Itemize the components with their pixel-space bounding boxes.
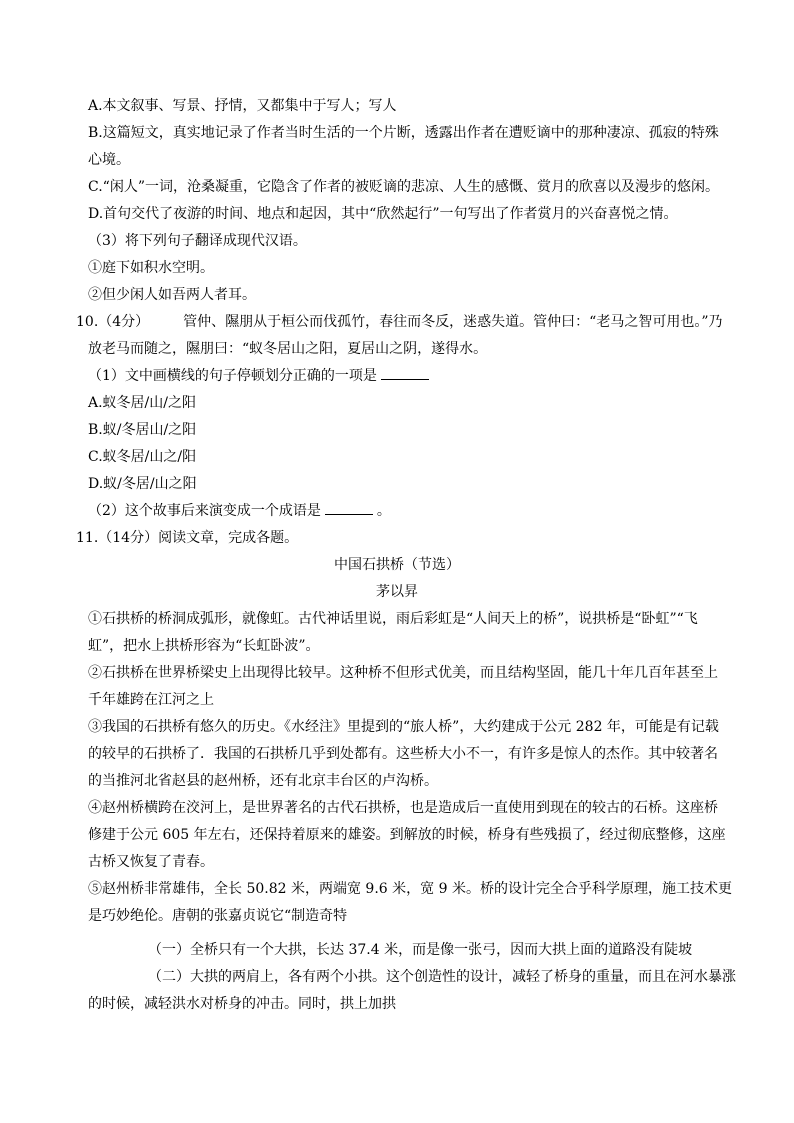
q9-sub3-prompt: （3）将下列句子翻译成现代汉语。	[88, 233, 307, 249]
answer-blank[interactable]	[381, 367, 429, 380]
para3-line2: 的较早的石拱桥了．我国的石拱桥几乎到处都有。这些桥大小不一，有许多是惊人的杰作。其中较著名	[88, 746, 718, 762]
answer-blank[interactable]	[325, 502, 373, 515]
q9-option-b-line2: 心境。	[88, 152, 130, 168]
para3-line1: ③我国的石拱桥有悠久的历史。《水经注》里提到的“旅人桥”，大约建成于公元 282 年，可能是有记载	[88, 719, 719, 735]
para5-line1: ⑤赵州桥非常雄伟，全长 50.82 米，两端宽 9.6 米，宽 9 米。桥的设计完全合乎科学原理，施工技术更	[88, 881, 732, 897]
q9-option-a: A.本文叙事、写景、抒情，又都集中于写人；写人	[88, 98, 397, 114]
q9-option-c: C.“闲人”一词，沧桑凝重，它隐含了作者的被贬谪的悲凉、人生的感慨、赏月的欣喜以及漫步的悠闲。	[88, 179, 719, 195]
q10-sub2-prompt: （2）这个故事后来演变成一个成语是	[88, 503, 321, 519]
q10-sub1	[88, 367, 433, 385]
para5-line2: 是巧妙绝伦。唐朝的张嘉贞说它“制造奇特	[88, 908, 348, 924]
para1-line1: ①石拱桥的桥洞成弧形，就像虹。古代神话里说，雨后彩虹是“人间天上的桥”，说拱桥是“卧虹”“飞	[88, 611, 698, 627]
para4-line2: 修建于公元 605 年左右，还保持着原来的雄姿。到解放的时候，桥身有些残损了，经过彻底整修，这座	[88, 827, 726, 843]
q9-sub3-sentence1: ①庭下如积水空明。	[88, 260, 214, 276]
q10-text-line2: 放老马而随之，隰朋曰：“蚁冬居山之阳，夏居山之阴，遂得水。	[88, 341, 488, 357]
para4-line1: ④赵州桥横跨在洨河上，是世界著名的古代石拱桥，也是造成后一直使用到现在的较古的石桥。这座桥	[88, 800, 718, 816]
para7-line1: （二）大拱的两肩上，各有两个小拱。这个创造性的设计，减轻了桥身的重量，而且在河水暴涨	[148, 969, 736, 985]
q10-number: 10.（4分）	[76, 314, 150, 330]
q10-text-line1: 管仲、隰朋从于桓公而伐孤竹，春往而冬反，迷惑失道。管仲曰：“老马之智可用也。”乃	[183, 314, 723, 330]
para6-line1: （一）全桥只有一个大拱，长达 37.4 米，而是像一张弓，因而大拱上面的道路没有陡坡	[148, 942, 693, 958]
q10-option-d: D.蚁/冬居/山之阳	[88, 476, 197, 492]
para7-line2: 的时候，减轻洪水对桥身的冲击。同时，拱上加拱	[88, 996, 396, 1012]
para4-line3: 古桥又恢复了青春。	[88, 854, 214, 870]
para1-line2: 虹”，把水上拱桥形容为“长虹卧波”。	[88, 638, 320, 654]
q9-sub3-sentence2: ②但少闲人如吾两人者耳。	[88, 287, 256, 303]
para3-line3: 的当推河北省赵县的赵州桥，还有北京丰台区的卢沟桥。	[88, 773, 438, 789]
article-title: 中国石拱桥（节选）	[334, 557, 460, 573]
q10-option-c: C.蚁冬居/山之/阳	[88, 449, 197, 465]
q10-sub1-prompt: （1）文中画横线的句子停顿划分正确的一项是	[88, 368, 377, 384]
q11-heading: 11.（14分）阅读文章，完成各题。	[76, 530, 299, 546]
q10-option-b: B.蚁/冬居山/之阳	[88, 422, 197, 438]
q9-option-d: D.首句交代了夜游的时间、地点和起因，其中“欣然起行”一句写出了作者赏月的兴奋喜悦之情。	[88, 206, 678, 222]
q9-option-b-line1: B.这篇短文，真实地记录了作者当时生活的一个片断，透露出作者在遭贬谪中的那种凄凉、孤寂的特殊	[88, 125, 719, 141]
para2-line2: 千年雄跨在江河之上	[88, 692, 214, 708]
q10-sub2: （2）这个故事后来演变成一个成语是 。	[88, 503, 391, 519]
para2-line1: ②石拱桥在世界桥梁史上出现得比较早。这种桥不但形式优美，而且结构坚固，能几十年几百年甚至上	[88, 665, 718, 681]
q10-line1	[76, 313, 722, 331]
article-author: 茅以昇	[376, 584, 418, 600]
q10-option-a: A.蚁冬居/山/之阳	[88, 395, 196, 411]
